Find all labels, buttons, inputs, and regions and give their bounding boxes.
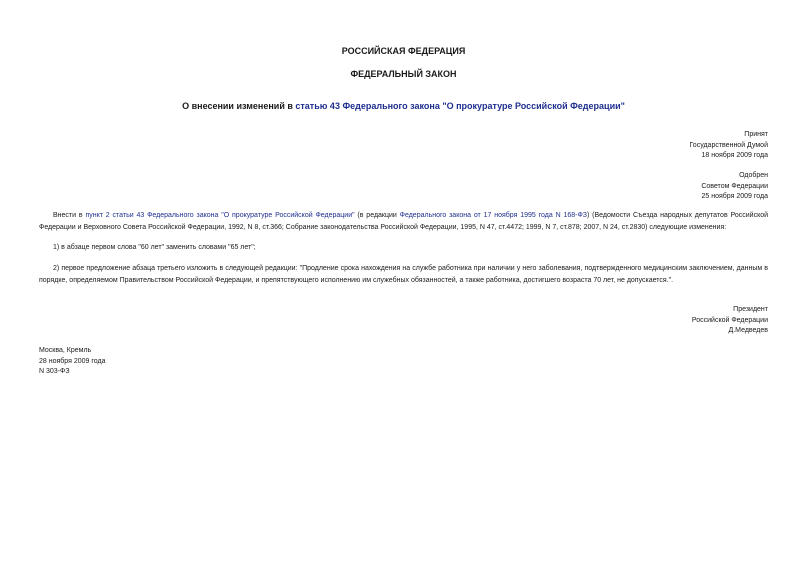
p1-text-c: ) (Ведомости Съезда народных депутатов Российской Федерации и Верховного Совета Российской Федерации, 1992, N 8, ст.366; Собрание законодательства Российской Федерации, 1995, N 47, ст.4472; 1999, N 7, ст.878; 2007, N 24, ст.2830) следующие изменения: (39, 212, 769, 231)
p1-text-a: Внести в (53, 212, 86, 219)
signature-org: Российской Федерации (691, 316, 768, 324)
title-link[interactable]: статью 43 Федерального закона "О прокуратуре Российской Федерации" (295, 101, 625, 111)
signature-name: Д.Медведев (728, 327, 768, 334)
approved-line1: Одобрен (739, 172, 768, 179)
adopted-block (689, 130, 768, 162)
document-title (0, 101, 807, 111)
paragraph-item-2: 2) первое предложение абзаца третьего изложить в следующей редакции: "Продление срока нахождения на службе работника при наличии у него заболевания, подтвержденного медицинским заключением, данным в порядке, определяемом Правительством Российской Федерации, и препятствующего исполнению им служебных обязанностей, а также работника, достигшего возраста 70 лет, не допускается.". (39, 265, 768, 284)
approved-line2: Советом Федерации (701, 182, 768, 190)
adopted-line1: Принят (744, 131, 768, 138)
p1-link-law[interactable]: Федерального закона от 17 ноября 1995 года N 168-ФЗ (399, 212, 588, 219)
footer-number: N 303-ФЗ (39, 368, 70, 375)
footer-block (39, 346, 105, 378)
title-prefix: О внесении изменений в (182, 101, 296, 111)
footer-place: Москва, Кремль (39, 347, 92, 354)
signature-title: Президент (733, 306, 768, 313)
p1-link-article[interactable]: пункт 2 статьи 43 Федерального закона "О прокуратуре Российской Федерации" (85, 212, 355, 219)
paragraph-item-1: 1) в абзаце первом слова "60 лет" заменить словами "65 лет"; (53, 244, 256, 251)
adopted-line3: 18 ноября 2009 года (701, 152, 768, 159)
approved-line3: 25 ноября 2009 года (701, 193, 768, 200)
approved-block (701, 171, 768, 203)
country-heading: РОССИЙСКАЯ ФЕДЕРАЦИЯ (341, 46, 466, 56)
paragraph-intro (39, 210, 768, 233)
p1-text-b: (в редакции (354, 212, 400, 219)
adopted-line2: Государственной Думой (689, 141, 768, 149)
footer-date: 28 ноября 2009 года (39, 357, 106, 365)
doc-type-heading: ФЕДЕРАЛЬНЫЙ ЗАКОН (350, 69, 457, 79)
signature-block (692, 305, 768, 337)
